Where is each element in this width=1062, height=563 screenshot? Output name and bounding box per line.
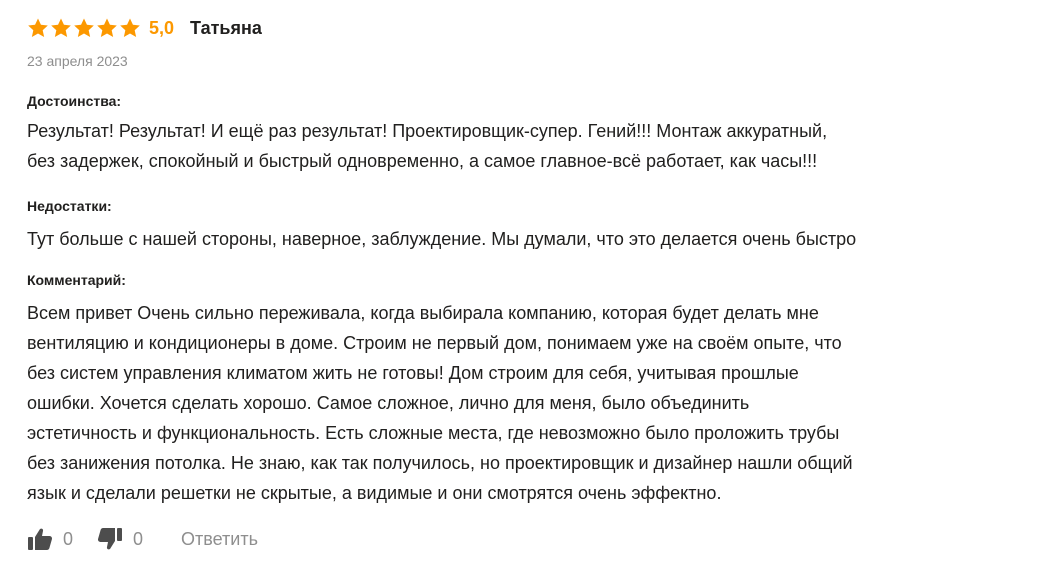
author-name: Татьяна bbox=[190, 18, 262, 38]
like-button[interactable] bbox=[27, 527, 73, 551]
star-icon bbox=[50, 17, 72, 39]
like-count: 0 bbox=[63, 528, 74, 549]
review-actions bbox=[27, 524, 258, 554]
star-icon bbox=[27, 17, 49, 39]
comment-title: Комментарий: bbox=[27, 272, 126, 288]
cons-title: Недостатки: bbox=[27, 198, 112, 214]
star-icon bbox=[73, 17, 95, 39]
pros-title: Достоинства: bbox=[27, 93, 122, 109]
star-icon bbox=[96, 17, 118, 39]
dislike-count: 0 bbox=[133, 528, 144, 549]
review-header bbox=[27, 15, 262, 41]
thumbs-up-icon bbox=[27, 527, 53, 551]
star-rating bbox=[27, 17, 141, 39]
rating-value: 5,0 bbox=[149, 18, 175, 38]
comment-text: Всем привет Очень сильно переживала, когда выбирала компанию, которая будет делать мне вентиляцию и кондиционеры в доме. Строим не первый дом, понимаем уже на своём опыте, что без систем управления климатом жить не готовы! Дом строим для себя, учитывая прошлые ошибки. Хочется сделать хорошо. Самое сложное, лично для меня, было объединить эстетичность и функциональность. Есть сложные места, где невозможно было проложить трубы без занижения потолка. Не знаю, как так получилось, но проектировщик и дизайнер нашли общий язык и сделали решетки не скрытые, а видимые и они смотрятся очень эффектно. bbox=[27, 303, 853, 503]
cons-text: Тут больше с нашей стороны, наверное, заблуждение. Мы думали, что это делается очень быстро bbox=[27, 229, 857, 249]
star-icon bbox=[119, 17, 141, 39]
dislike-button[interactable] bbox=[97, 527, 143, 551]
reply-link[interactable]: Ответить bbox=[181, 528, 258, 549]
review-date: 23 апреля 2023 bbox=[27, 53, 128, 69]
thumbs-down-icon bbox=[97, 527, 123, 551]
pros-text: Результат! Результат! И ещё раз результат! Проектировщик-супер. Гений!!! Монтаж аккуратный, без задержек, спокойный и быстрый одновременно, а самое главное-всё работает, как часы!!! bbox=[27, 121, 828, 171]
